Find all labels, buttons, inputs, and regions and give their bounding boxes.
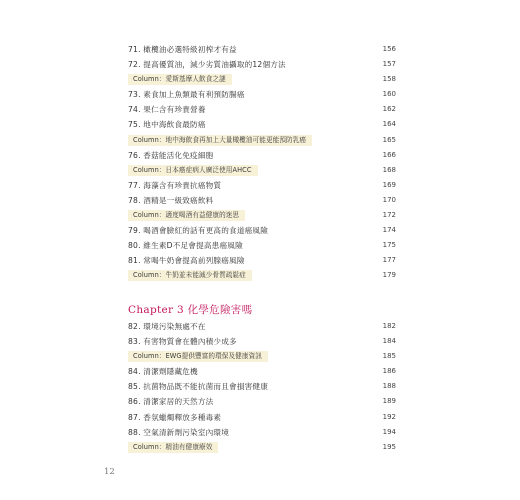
toc-column-title: Column：日本癌症病人廣泛使用AHCC: [128, 165, 258, 176]
toc-page-number: 165: [382, 135, 396, 144]
toc-entry-title: 75. 地中海飲食最防癌: [128, 120, 206, 130]
toc-entry-row: [128, 410, 396, 425]
toc-entry-title: 82. 環境污染無處不在: [128, 322, 206, 331]
toc-column-row: [128, 349, 396, 364]
toc-page-number: 189: [382, 397, 396, 406]
toc-list-part-2: [128, 319, 396, 455]
toc-entry-title: 86. 清潔家居的天然方法: [128, 397, 214, 407]
toc-column-row: [128, 208, 396, 223]
toc-list-part-1: [128, 42, 396, 284]
toc-entry-row: [128, 42, 396, 57]
toc-page-number: 162: [382, 105, 396, 114]
toc-column-title: Column：愛斯基摩人飲食之謎: [128, 74, 232, 85]
toc-entry-row: [128, 379, 396, 394]
toc-entry-row: [128, 364, 396, 379]
toc-entry-title: 87. 香氛蠟燭釋放多種毒素: [128, 412, 222, 422]
toc-column-row: [128, 133, 396, 148]
toc-column-row: [128, 268, 396, 283]
toc-entry-title: 78. 酒精是一級致癌飲料: [128, 195, 214, 205]
toc-page-number: 160: [382, 90, 396, 99]
toc-entry-title: 72. 提高優質油，減少劣質油攝取的12個方法: [128, 60, 286, 70]
toc-column-title: Column：地中海飲食再加上大量橄欖油可能更能預防乳癌: [128, 135, 312, 146]
toc-entry-row: [128, 394, 396, 409]
toc-page-number: 158: [382, 75, 396, 84]
toc-entry-title: 76. 香菇能活化免疫細胞: [128, 150, 214, 160]
toc-entry-title: 81. 常喝牛奶會提高前列腺癌風險: [128, 256, 245, 266]
toc-page-number: 164: [382, 120, 396, 129]
toc-page-number: 169: [382, 180, 396, 189]
toc-entry-title: 85. 抗菌物品既不能抗菌而且會損害健康: [128, 382, 268, 392]
toc-entry-row: [128, 193, 396, 208]
toc-entry-row: [128, 178, 396, 193]
page-number: 12: [104, 467, 115, 477]
toc-entry-title: 84. 清潔劑隱藏危機: [128, 367, 198, 377]
toc-entry-title: 74. 果仁含有珍貴營養: [128, 105, 206, 115]
toc-entry-title: 71. 橄欖油必選特級初榨才有益: [128, 45, 237, 54]
toc-page-number: 168: [382, 165, 396, 174]
toc-page-number: 174: [382, 226, 396, 235]
toc-column-title: Column：EWG提供豐富的環保及健康資訊: [128, 351, 268, 362]
toc-entry-row: [128, 319, 396, 334]
toc-page-number: 182: [382, 322, 396, 330]
toc-entry-title: 79. 喝酒會臉紅的話有更高的食道癌風險: [128, 226, 268, 236]
toc-column-row: [128, 163, 396, 178]
toc-entry-title: 88. 空氣清新劑污染室內環境: [128, 427, 230, 437]
toc-entry-row: [128, 425, 396, 440]
toc-column-row: [128, 440, 396, 455]
toc-page-number: 188: [382, 382, 396, 391]
toc-page-number: 170: [382, 195, 396, 204]
toc-page-number: 166: [382, 150, 396, 159]
toc-column-row: [128, 72, 396, 87]
toc-page-number: 179: [382, 271, 396, 280]
toc-entry-title: 83. 有害物質會在體內積少成多: [128, 337, 237, 347]
toc-entry-title: 80. 維生素D不足會提高患癌風險: [128, 241, 243, 251]
toc-page-number: 195: [382, 442, 396, 451]
toc-entry-row: [128, 253, 396, 268]
toc-entry-row: [128, 148, 396, 163]
toc-page-number: 156: [382, 45, 396, 53]
toc-column-title: Column：適度喝酒有益健康的迷思: [128, 210, 245, 221]
toc-page-number: 184: [382, 337, 396, 346]
toc-column-title: Column：牛奶並未能減少骨質疏鬆症: [128, 270, 252, 281]
toc-page-number: 175: [382, 241, 396, 250]
toc-column-title: Column：精油有健康療效: [128, 442, 218, 453]
toc-page-number: 194: [382, 427, 396, 436]
toc-page-number: 172: [382, 211, 396, 220]
chapter-heading: Chapter 3 化學危險害嗎: [128, 304, 253, 316]
toc-entry-row: [128, 334, 396, 349]
toc-page-number: 192: [382, 412, 396, 421]
toc-entry-title: 77. 海藻含有珍貴抗癌物質: [128, 180, 222, 190]
toc-entry-row: [128, 87, 396, 102]
toc-entry-row: [128, 238, 396, 253]
toc-entry-row: [128, 223, 396, 238]
toc-entry-row: [128, 117, 396, 132]
toc-page-number: 177: [382, 256, 396, 265]
toc-entry-title: 73. 素食加上魚類最有利預防腸癌: [128, 90, 245, 100]
toc-page-number: 186: [382, 367, 396, 376]
toc-entry-row: [128, 57, 396, 72]
toc-page-number: 185: [382, 352, 396, 361]
toc-entry-row: [128, 102, 396, 117]
toc-page-number: 157: [382, 60, 396, 69]
